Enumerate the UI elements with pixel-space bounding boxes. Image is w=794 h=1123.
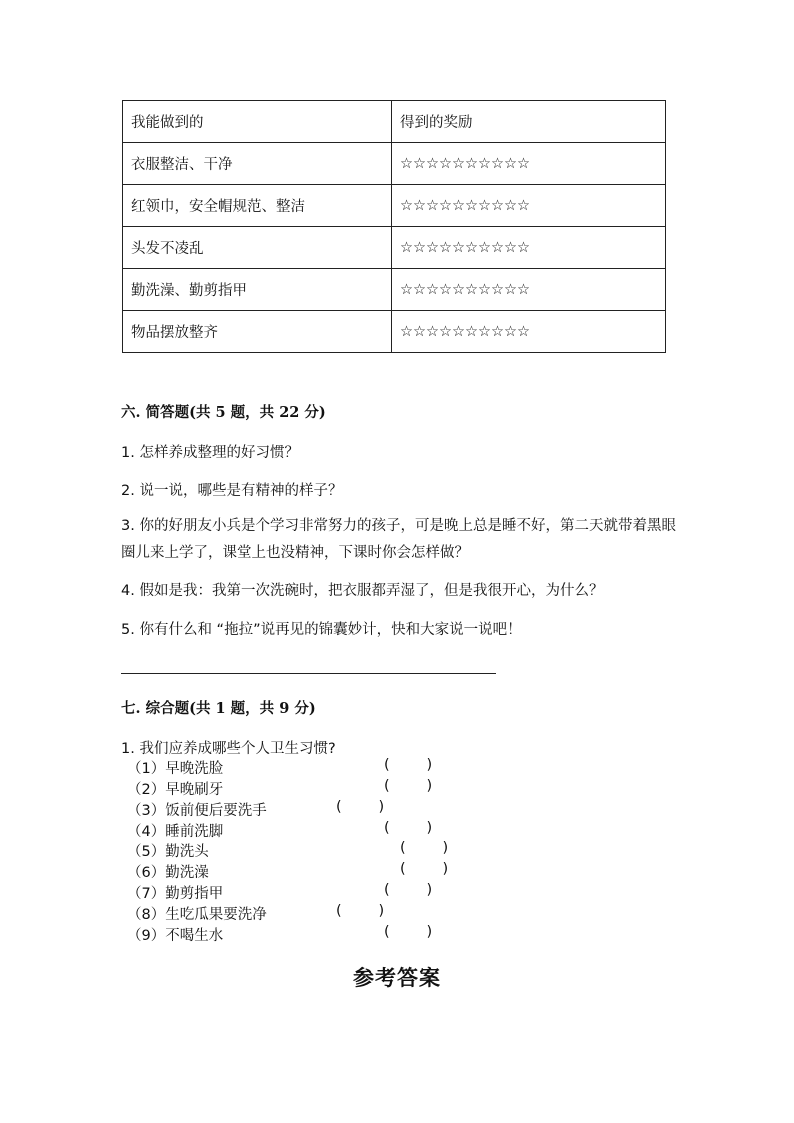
table-row (123, 311, 666, 353)
table-header-row (123, 101, 666, 143)
habit-label: （9）不喝生水 (127, 928, 224, 944)
table-row (123, 269, 666, 311)
habit-item (127, 861, 449, 881)
habit-label: （5）勤洗头 (127, 844, 209, 860)
question-1: 1. 怎样养成整理的好习惯？ (121, 445, 299, 461)
table-row (123, 227, 666, 269)
answer-paren[interactable]: ( ) (336, 903, 385, 919)
stars-cell[interactable]: ☆☆☆☆☆☆☆☆☆☆ (392, 269, 666, 311)
stars-cell[interactable]: ☆☆☆☆☆☆☆☆☆☆ (392, 143, 666, 185)
question-4: 4. 假如是我：我第一次洗碗时，把衣服都弄湿了，但是我很开心，为什么？ (121, 583, 604, 599)
question-5: 5. 你有什么和 “拖拉”说再见的锦囊妙计，快和大家说一说吧！ (121, 622, 522, 638)
habit-cell: 物品摆放整齐 (123, 311, 392, 353)
stars-cell[interactable]: ☆☆☆☆☆☆☆☆☆☆ (392, 185, 666, 227)
section-7-title: 七. 综合题(共 1 题，共 9 分) (121, 700, 316, 717)
answers-title: 参考答案 (353, 965, 441, 990)
table-row (123, 185, 666, 227)
habit-cell: 头发不凌乱 (123, 227, 392, 269)
habit-label: （8）生吃瓜果要洗净 (127, 907, 267, 923)
habit-item (127, 799, 385, 819)
answer-paren[interactable]: ( ) (384, 882, 433, 898)
habit-cell: 衣服整洁、干净 (123, 143, 392, 185)
habit-item (127, 924, 433, 944)
habit-item (127, 757, 433, 777)
stars-cell[interactable]: ☆☆☆☆☆☆☆☆☆☆ (392, 311, 666, 353)
habit-label: （7）勤剪指甲 (127, 886, 224, 902)
stars-cell[interactable]: ☆☆☆☆☆☆☆☆☆☆ (392, 227, 666, 269)
habit-item (127, 820, 433, 840)
habit-item (127, 903, 385, 923)
comprehensive-question: 1. 我们应养成哪些个人卫生习惯? (121, 741, 336, 757)
habit-item (127, 840, 449, 860)
answer-paren[interactable]: ( ) (336, 799, 385, 815)
answer-paren[interactable]: ( ) (384, 924, 433, 940)
table-row (123, 143, 666, 185)
habit-label: （1）早晚洗脸 (127, 761, 224, 777)
answer-line[interactable] (121, 673, 496, 674)
habit-cell: 勤洗澡、勤剪指甲 (123, 269, 392, 311)
reward-table (122, 100, 666, 353)
habit-cell: 红领巾，安全帽规范、整洁 (123, 185, 392, 227)
table-header-cell: 得到的奖励 (392, 101, 666, 143)
answer-paren[interactable]: ( ) (384, 820, 433, 836)
answer-paren[interactable]: ( ) (400, 840, 449, 856)
habit-label: （2）早晚刷牙 (127, 782, 224, 798)
answer-paren[interactable]: ( ) (384, 778, 433, 794)
habit-item (127, 882, 433, 902)
answer-paren[interactable]: ( ) (400, 861, 449, 877)
table-header-cell: 我能做到的 (123, 101, 392, 143)
question-2: 2. 说一说，哪些是有精神的样子？ (121, 483, 343, 499)
habit-item (127, 778, 433, 798)
habit-label: （6）勤洗澡 (127, 865, 209, 881)
habit-label: （4）睡前洗脚 (127, 824, 224, 840)
habit-label: （3）饭前便后要洗手 (127, 803, 267, 819)
answer-paren[interactable]: ( ) (384, 757, 433, 773)
question-3: 3. 你的好朋友小兵是个学习非常努力的孩子，可是晚上总是睡不好，第二天就带着黑眼圈儿来上学了，课堂上也没精神，下课时你会怎样做？ (121, 518, 676, 561)
section-6-title: 六. 简答题(共 5 题，共 22 分) (121, 404, 326, 421)
